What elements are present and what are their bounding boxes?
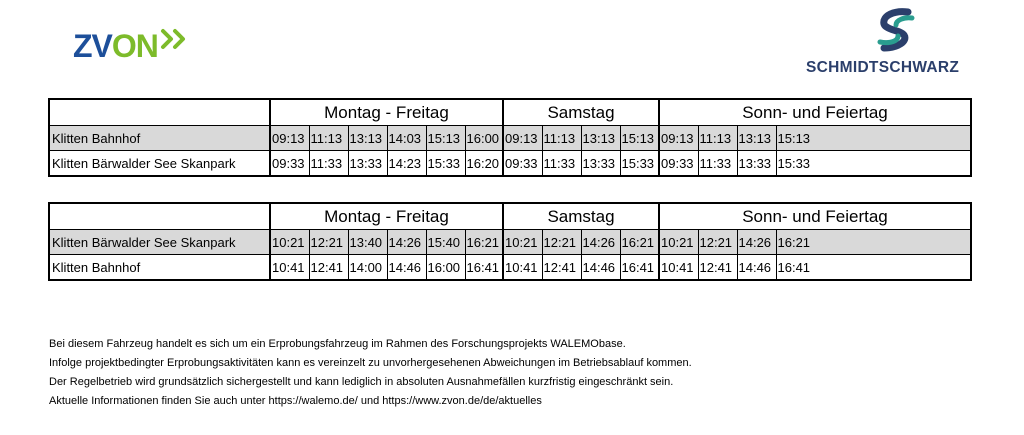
departure-time: 14:00 <box>348 255 387 281</box>
departure-time: 09:33 <box>659 151 698 177</box>
departure-time: 14:26 <box>387 230 426 255</box>
departure-time: 14:46 <box>387 255 426 281</box>
departure-time: 15:33 <box>776 151 971 177</box>
notes-block <box>49 335 692 411</box>
departure-time: 15:33 <box>620 151 659 177</box>
departure-time: 11:13 <box>698 126 737 151</box>
zvon-logo-text: ZVON <box>73 28 158 64</box>
departure-time: 12:21 <box>542 230 581 255</box>
departure-time: 16:21 <box>776 230 971 255</box>
departure-time: 11:33 <box>309 151 348 177</box>
departure-time: 12:21 <box>309 230 348 255</box>
departure-time: 16:41 <box>776 255 971 281</box>
departure-time: 09:33 <box>270 151 309 177</box>
note-line: Bei diesem Fahrzeug handelt es sich um ein Erprobungsfahrzeug im Rahmen des Forschungsprojekts WALEMObase. <box>49 338 626 350</box>
departure-time: 10:41 <box>503 255 542 281</box>
departure-time: 14:46 <box>581 255 620 281</box>
timetable-return <box>48 202 972 281</box>
departure-time: 09:33 <box>503 151 542 177</box>
departure-time: 11:33 <box>698 151 737 177</box>
departure-time: 13:13 <box>581 126 620 151</box>
departure-time: 16:21 <box>465 230 503 255</box>
header-row <box>49 99 971 126</box>
departure-time: 11:33 <box>542 151 581 177</box>
departure-time: 13:33 <box>581 151 620 177</box>
schmidtschwarz-logo-text: SCHMIDTSCHWARZ <box>806 59 960 76</box>
departure-time: 15:40 <box>426 230 465 255</box>
departure-time: 16:20 <box>465 151 503 177</box>
stop-name: Klitten Bärwalder See Skanpark <box>49 230 270 255</box>
departure-time: 09:13 <box>270 126 309 151</box>
header-blank-cell <box>49 99 270 126</box>
departure-time: 16:00 <box>426 255 465 281</box>
timetable-outbound <box>48 98 972 177</box>
table-row <box>49 230 971 255</box>
departure-time: 10:21 <box>659 230 698 255</box>
departure-time: 13:40 <box>348 230 387 255</box>
departure-time: 12:41 <box>542 255 581 281</box>
header-saturday: Samstag <box>503 203 659 230</box>
header-saturday: Samstag <box>503 99 659 126</box>
departure-time: 12:21 <box>698 230 737 255</box>
departure-time: 15:33 <box>426 151 465 177</box>
departure-time: 16:41 <box>465 255 503 281</box>
departure-time: 15:13 <box>426 126 465 151</box>
departure-time: 12:41 <box>309 255 348 281</box>
zvon-logo <box>73 26 190 66</box>
table-row <box>49 126 971 151</box>
departure-time: 13:33 <box>737 151 776 177</box>
departure-time: 15:13 <box>776 126 971 151</box>
header-weekday: Montag - Freitag <box>270 203 503 230</box>
schmidtschwarz-logo <box>806 6 982 76</box>
header-weekday: Montag - Freitag <box>270 99 503 126</box>
header-sunday: Sonn- und Feiertag <box>659 203 971 230</box>
departure-time: 09:13 <box>659 126 698 151</box>
schmidtschwarz-s-icon <box>874 8 918 54</box>
stop-name: Klitten Bärwalder See Skanpark <box>49 151 270 177</box>
departure-time: 13:13 <box>737 126 776 151</box>
departure-time: 12:41 <box>698 255 737 281</box>
note-line: Der Regelbetrieb wird grundsätzlich sichergestellt und kann lediglich in absoluten Ausnahmefällen kurzfristig eingeschränkt sein. <box>49 376 674 388</box>
departure-time: 10:41 <box>270 255 309 281</box>
header-row <box>49 203 971 230</box>
departure-time: 10:41 <box>659 255 698 281</box>
note-line: Infolge projektbedingter Erprobungsaktivitäten kann es vereinzelt zu unvorhergesehenen Abweichungen im Betriebsablauf kommen. <box>49 357 692 369</box>
note-line: Aktuelle Informationen finden Sie auch unter https://walemo.de/ und https://www.zvon.de/de/aktuelles <box>49 395 542 407</box>
stop-name: Klitten Bahnhof <box>49 126 270 151</box>
departure-time: 14:26 <box>737 230 776 255</box>
departure-time: 13:13 <box>348 126 387 151</box>
table-row <box>49 151 971 177</box>
stop-name: Klitten Bahnhof <box>49 255 270 281</box>
departure-time: 09:13 <box>503 126 542 151</box>
table-row <box>49 255 971 281</box>
departure-time: 10:21 <box>270 230 309 255</box>
departure-time: 14:46 <box>737 255 776 281</box>
departure-time: 16:21 <box>620 230 659 255</box>
departure-time: 16:41 <box>620 255 659 281</box>
departure-time: 14:26 <box>581 230 620 255</box>
departure-time: 14:03 <box>387 126 426 151</box>
departure-time: 10:21 <box>503 230 542 255</box>
departure-time: 13:33 <box>348 151 387 177</box>
header-sunday: Sonn- und Feiertag <box>659 99 971 126</box>
header-blank-cell <box>49 203 270 230</box>
departure-time: 16:00 <box>465 126 503 151</box>
departure-time: 11:13 <box>309 126 348 151</box>
departure-time: 15:13 <box>620 126 659 151</box>
departure-time: 11:13 <box>542 126 581 151</box>
departure-time: 14:23 <box>387 151 426 177</box>
double-chevron-icon <box>160 28 190 50</box>
